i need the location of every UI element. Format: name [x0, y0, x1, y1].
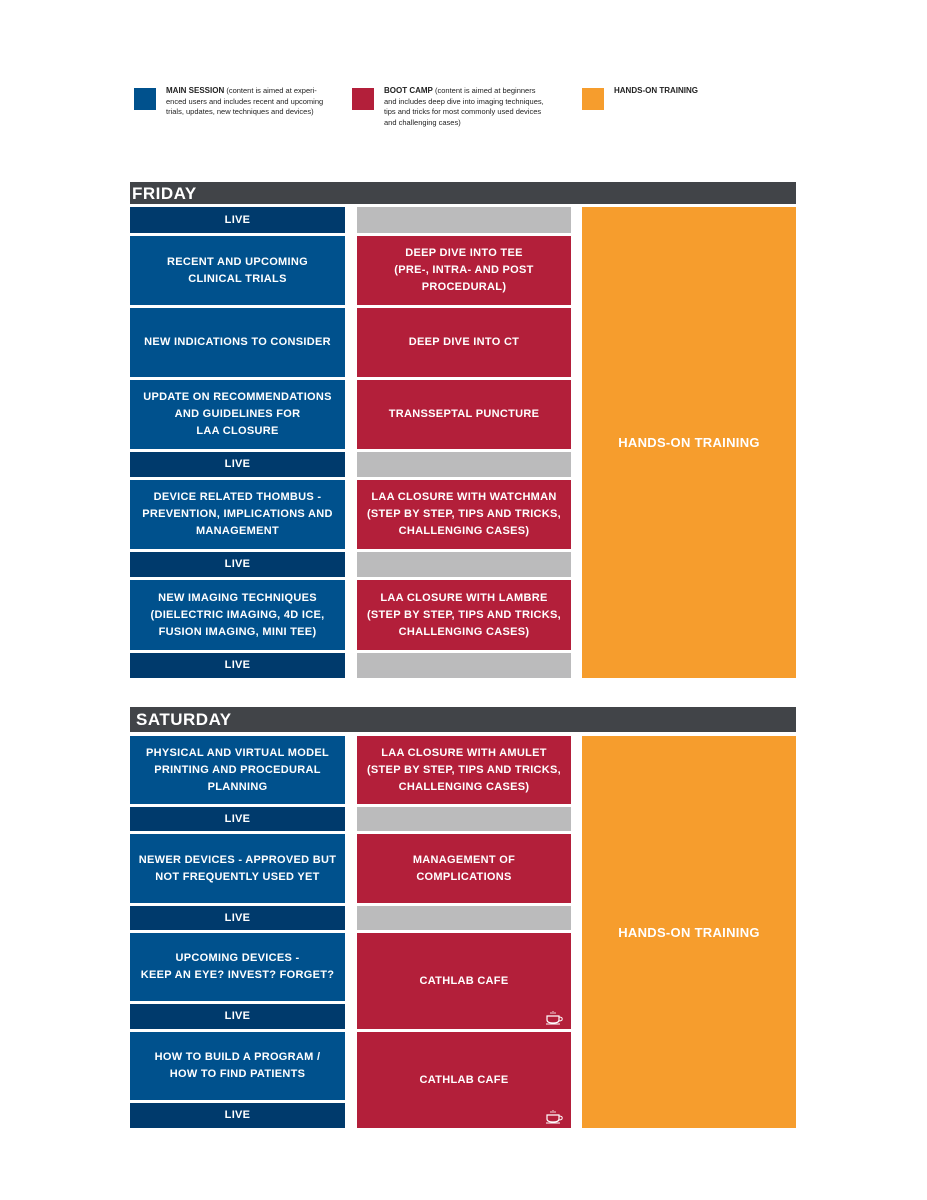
fri-break-2 — [357, 452, 571, 477]
legend-swatch-boot — [352, 88, 374, 110]
sat-boot-2: MANAGEMENT OF COMPLICATIONS — [357, 834, 571, 903]
fri-break-3 — [357, 552, 571, 577]
fri-boot-1: DEEP DIVE INTO TEE (PRE-, INTRA- AND POST PROCEDURAL) — [357, 236, 571, 305]
fri-main-3: NEW INDICATIONS TO CONSIDER — [130, 308, 345, 377]
fri-main-8: NEW IMAGING TECHNIQUES (DIELECTRIC IMAGING, 4D ICE, FUSION IMAGING, MINI TEE) — [130, 580, 345, 650]
sat-main-3: NEWER DEVICES - APPROVED BUT NOT FREQUENTLY USED YET — [130, 834, 345, 903]
fri-boot-2: DEEP DIVE INTO CT — [357, 308, 571, 377]
fri-break-4 — [357, 653, 571, 678]
fri-break-1 — [357, 207, 571, 233]
legend-swatch-main — [134, 88, 156, 110]
sat-main-8: LIVE — [130, 1103, 345, 1128]
coffee-cup-icon — [545, 1011, 565, 1025]
fri-main-2: RECENT AND UPCOMING CLINICAL TRIALS — [130, 236, 345, 305]
sat-main-6: LIVE — [130, 1004, 345, 1029]
legend-boot-desc: (content is aimed at beginners and includes deep dive into imaging techniques, tips and tricks for most commonly used devices and challenging cases) — [384, 86, 544, 127]
day-header-friday — [130, 182, 796, 204]
sat-break-2 — [357, 906, 571, 930]
fri-main-4: UPDATE ON RECOMMENDATIONS AND GUIDELINES FOR LAA CLOSURE — [130, 380, 345, 449]
legend-main-desc: (content is aimed at experi- enced users and includes recent and upcoming trials, updates, new techniques and devices) — [166, 86, 324, 116]
fri-boot-4: LAA CLOSURE WITH WATCHMAN (STEP BY STEP, TIPS AND TRICKS, CHALLENGING CASES) — [357, 480, 571, 549]
legend-main-text — [166, 86, 366, 118]
legend-main-title: MAIN SESSION — [166, 86, 225, 95]
fri-main-1: LIVE — [130, 207, 345, 233]
legend-hands-title: HANDS-ON TRAINING — [614, 86, 698, 95]
fri-boot-3: TRANSSEPTAL PUNCTURE — [357, 380, 571, 449]
day-label-friday: FRIDAY — [132, 184, 197, 203]
sat-boot-4-label: CATHLAB CAFE — [419, 1073, 509, 1086]
legend-hands-text — [614, 86, 814, 97]
day-header-saturday — [130, 707, 796, 732]
legend-swatch-hands — [582, 88, 604, 110]
sat-main-4: LIVE — [130, 906, 345, 930]
sat-hands-on-training: HANDS-ON TRAINING — [582, 736, 796, 1128]
sat-boot-1: LAA CLOSURE WITH AMULET (STEP BY STEP, TIPS AND TRICKS, CHALLENGING CASES) — [357, 736, 571, 804]
coffee-cup-icon — [545, 1110, 565, 1124]
fri-hands-on-training: HANDS-ON TRAINING — [582, 207, 796, 678]
sat-main-1: PHYSICAL AND VIRTUAL MODEL PRINTING AND PROCEDURAL PLANNING — [130, 736, 345, 804]
sat-boot-3 — [357, 933, 571, 1029]
sat-boot-3-label: CATHLAB CAFE — [419, 974, 509, 987]
legend-boot-title: BOOT CAMP — [384, 86, 433, 95]
fri-main-7: LIVE — [130, 552, 345, 577]
legend-boot-text — [384, 86, 584, 128]
fri-main-6: DEVICE RELATED THOMBUS - PREVENTION, IMPLICATIONS AND MANAGEMENT — [130, 480, 345, 549]
sat-main-7: HOW TO BUILD A PROGRAM / HOW TO FIND PATIENTS — [130, 1032, 345, 1100]
sat-main-5: UPCOMING DEVICES - KEEP AN EYE? INVEST? FORGET? — [130, 933, 345, 1001]
fri-main-5: LIVE — [130, 452, 345, 477]
sat-break-1 — [357, 807, 571, 831]
day-label-saturday: SATURDAY — [136, 710, 232, 729]
fri-main-9: LIVE — [130, 653, 345, 678]
sat-boot-4 — [357, 1032, 571, 1128]
sat-main-2: LIVE — [130, 807, 345, 831]
fri-boot-5: LAA CLOSURE WITH LAMBRE (STEP BY STEP, TIPS AND TRICKS, CHALLENGING CASES) — [357, 580, 571, 650]
